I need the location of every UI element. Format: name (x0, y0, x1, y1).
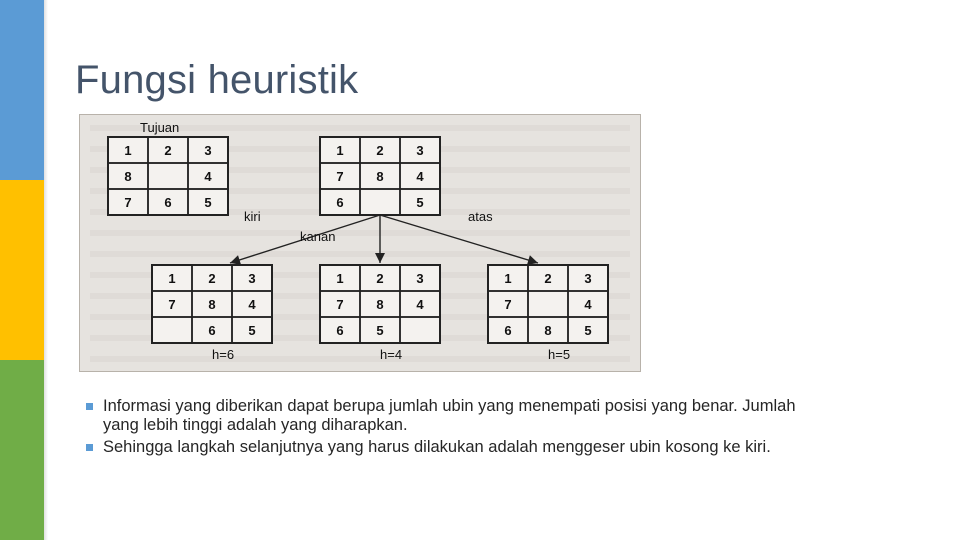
bullet-square-icon (86, 444, 93, 451)
child-grid-3-tile: 4 (584, 297, 592, 312)
start-grid-tile: 3 (416, 143, 424, 158)
goal-grid-tile: 2 (164, 143, 172, 158)
start-grid-tile: 1 (336, 143, 344, 158)
heuristic-value-1: h=6 (212, 347, 235, 362)
start-grid-tile: 6 (336, 195, 344, 210)
bullet-item-1 (86, 397, 826, 435)
goal-grid-tile: 5 (204, 195, 212, 210)
child-grid-3-tile: 6 (504, 323, 512, 338)
bullet-list (86, 397, 826, 460)
child-grid-1-tile: 3 (248, 271, 256, 286)
goal-grid-tile: 7 (124, 195, 132, 210)
goal-grid-tile: 4 (204, 169, 212, 184)
child-grid-2-tile: 4 (416, 297, 424, 312)
bullet-square-icon (86, 403, 93, 410)
accent-bar-green (0, 360, 44, 540)
child-grid-1-tile: 8 (208, 297, 216, 312)
heuristic-value-3: h=5 (548, 347, 571, 362)
start-grid-tile: 7 (336, 169, 344, 184)
start-grid-tile: 4 (416, 169, 424, 184)
child-grid-1-tile: 1 (168, 271, 176, 286)
child-grid-3-tile: 3 (584, 271, 592, 286)
arrow-down-head (375, 253, 385, 263)
bullet-item-2 (86, 438, 826, 457)
child-grid-2-tile: 8 (376, 297, 384, 312)
child-grid-2-tile: 6 (336, 323, 344, 338)
child-grid-2-tile: 7 (336, 297, 344, 312)
child-grid-1-tile: 4 (248, 297, 256, 312)
child-grid-1-tile: 5 (248, 323, 256, 338)
child-grid-1-tile: 2 (208, 271, 216, 286)
background-text-line (90, 230, 630, 236)
puzzle-diagram (79, 114, 641, 372)
move-label-atas: atas (468, 209, 493, 224)
accent-bar-shadow (44, 0, 48, 540)
child-grid-2-tile: 1 (336, 271, 344, 286)
child-grid-2-tile: 5 (376, 323, 384, 338)
goal-grid-tile: 1 (124, 143, 132, 158)
child-grid-3-tile: 5 (584, 323, 592, 338)
child-grid-2-tile: 3 (416, 271, 424, 286)
start-grid-tile: 8 (376, 169, 384, 184)
accent-bar-blue (0, 0, 44, 180)
goal-grid-tile: 6 (164, 195, 172, 210)
slide-title: Fungsi heuristik (75, 58, 359, 102)
heuristic-value-2: h=4 (380, 347, 403, 362)
goal-label: Tujuan (140, 120, 180, 135)
child-grid-2-tile: 2 (376, 271, 384, 286)
child-grid-3-tile: 8 (544, 323, 552, 338)
child-grid-3-tile: 2 (544, 271, 552, 286)
start-grid-tile: 2 (376, 143, 384, 158)
puzzle-diagram-svg (80, 115, 640, 371)
goal-grid-tile: 3 (204, 143, 212, 158)
move-label-kiri: kiri (244, 209, 261, 224)
child-grid-1-tile: 7 (168, 297, 176, 312)
background-text-line (90, 251, 630, 257)
bullet-text-2: Sehingga langkah selanjutnya yang harus dilakukan adalah menggeser ubin kosong ke kiri. (103, 438, 771, 456)
move-label-kanan: kanan (300, 229, 336, 244)
accent-bar-yellow (0, 180, 44, 360)
goal-grid-tile: 8 (124, 169, 132, 184)
child-grid-3-tile: 7 (504, 297, 512, 312)
child-grid-3-tile: 1 (504, 271, 512, 286)
bullet-text-1: Informasi yang diberikan dapat berupa jumlah ubin yang menempati posisi yang benar. Jumlah yang lebih tinggi adalah yang diharapkan. (103, 397, 796, 434)
start-grid-tile: 5 (416, 195, 424, 210)
child-grid-1-tile: 6 (208, 323, 216, 338)
